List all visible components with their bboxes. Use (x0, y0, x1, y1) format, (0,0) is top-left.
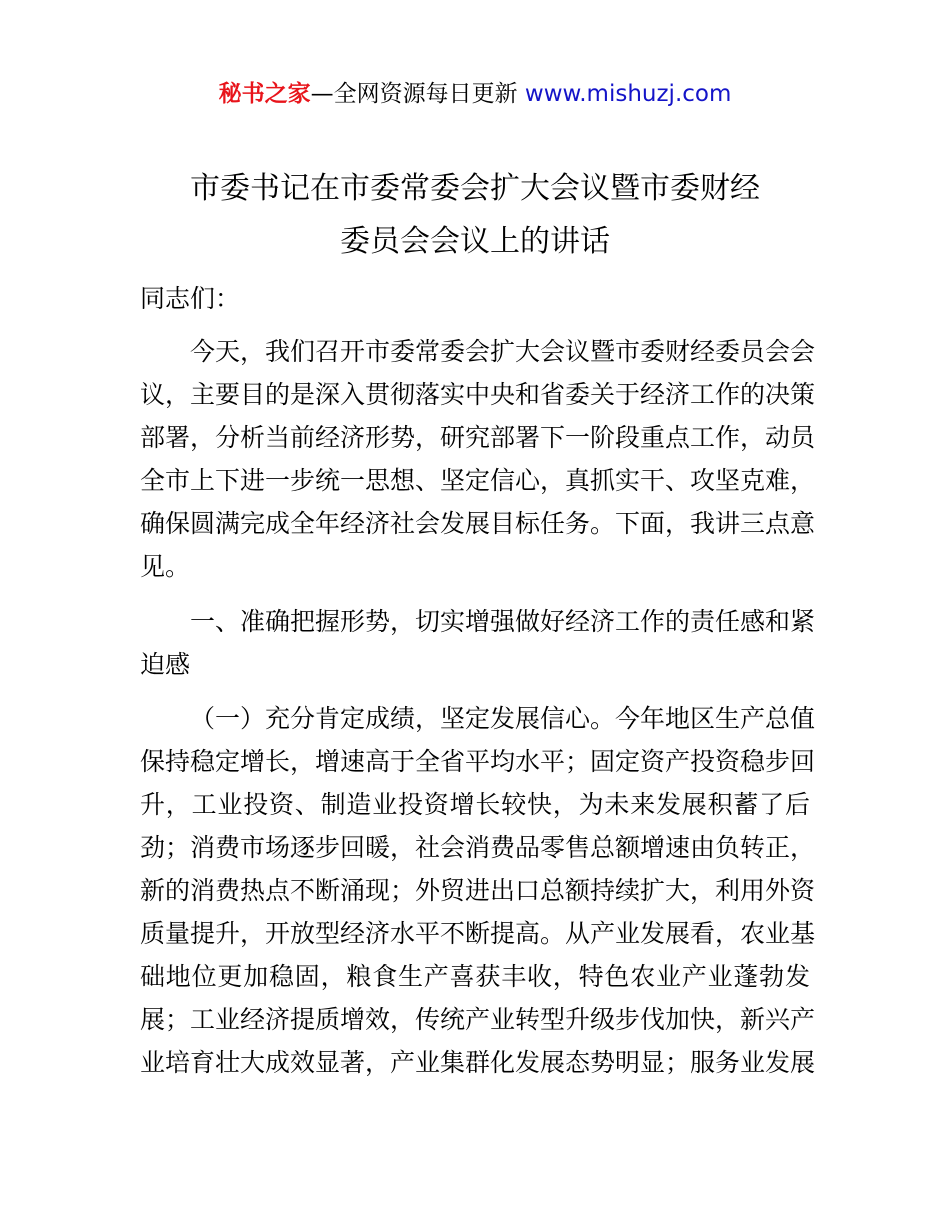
paragraph-line: 展；工业经济提质增效，传统产业转型升级步伐加快，新兴产 (140, 1005, 816, 1034)
paragraph-line: 升，工业投资、制造业投资增长较快，为未来发展积蓄了后 (140, 790, 810, 819)
paragraph-line: 确保圆满完成全年经济社会发展目标任务。下面，我讲三点意 (140, 509, 816, 538)
paragraph-line: 业培育壮大成效显著，产业集群化发展态势明显；服务业发展 (140, 1048, 816, 1077)
paragraph-line: 础地位更加稳固，粮食生产喜获丰收，特色农业产业蓬勃发 (140, 962, 810, 991)
site-banner (0, 78, 950, 110)
paragraph-line: 迫感 (140, 650, 191, 679)
site-url-link[interactable]: www.mishuzj.com (524, 81, 732, 107)
paragraph-line: 劲；消费市场逐步回暖，社会消费品零售总额增速由负转正， (140, 833, 816, 862)
paragraph-line: 部署，分析当前经济形势，研究部署下一阶段重点工作，动员 (140, 423, 816, 452)
paragraph-line: 议，主要目的是深入贯彻落实中央和省委关于经济工作的决策 (140, 380, 816, 409)
brand-name: 秘书之家 (218, 81, 311, 107)
paragraph-line: 今天，我们召开市委常委会扩大会议暨市委财经委员会会 (190, 337, 816, 366)
banner-tagline: —全网资源每日更新 (310, 81, 525, 107)
greeting: 同志们： (140, 284, 241, 313)
paragraph-line: 保持稳定增长，增速高于全省平均水平；固定资产投资稳步回 (140, 747, 816, 776)
paragraph-line: 质量提升，开放型经济水平不断提高。从产业发展看，农业基 (140, 919, 816, 948)
paragraph-line: 见。 (140, 552, 191, 581)
title-line: 委员会会议上的讲话 (340, 224, 610, 259)
document-title (0, 162, 950, 268)
paragraph-line: 新的消费热点不断涌现；外贸进出口总额持续扩大，利用外资 (140, 876, 816, 905)
title-line: 市委书记在市委常委会扩大会议暨市委财经 (190, 171, 760, 206)
paragraph-line: 全市上下进一步统一思想、坚定信心，真抓实干、攻坚克难， (140, 466, 816, 495)
paragraph-line: 一、准确把握形势，切实增强做好经济工作的责任感和紧 (190, 607, 816, 636)
paragraph-line: （一）充分肯定成绩，坚定发展信心。今年地区生产总值 (190, 704, 816, 733)
